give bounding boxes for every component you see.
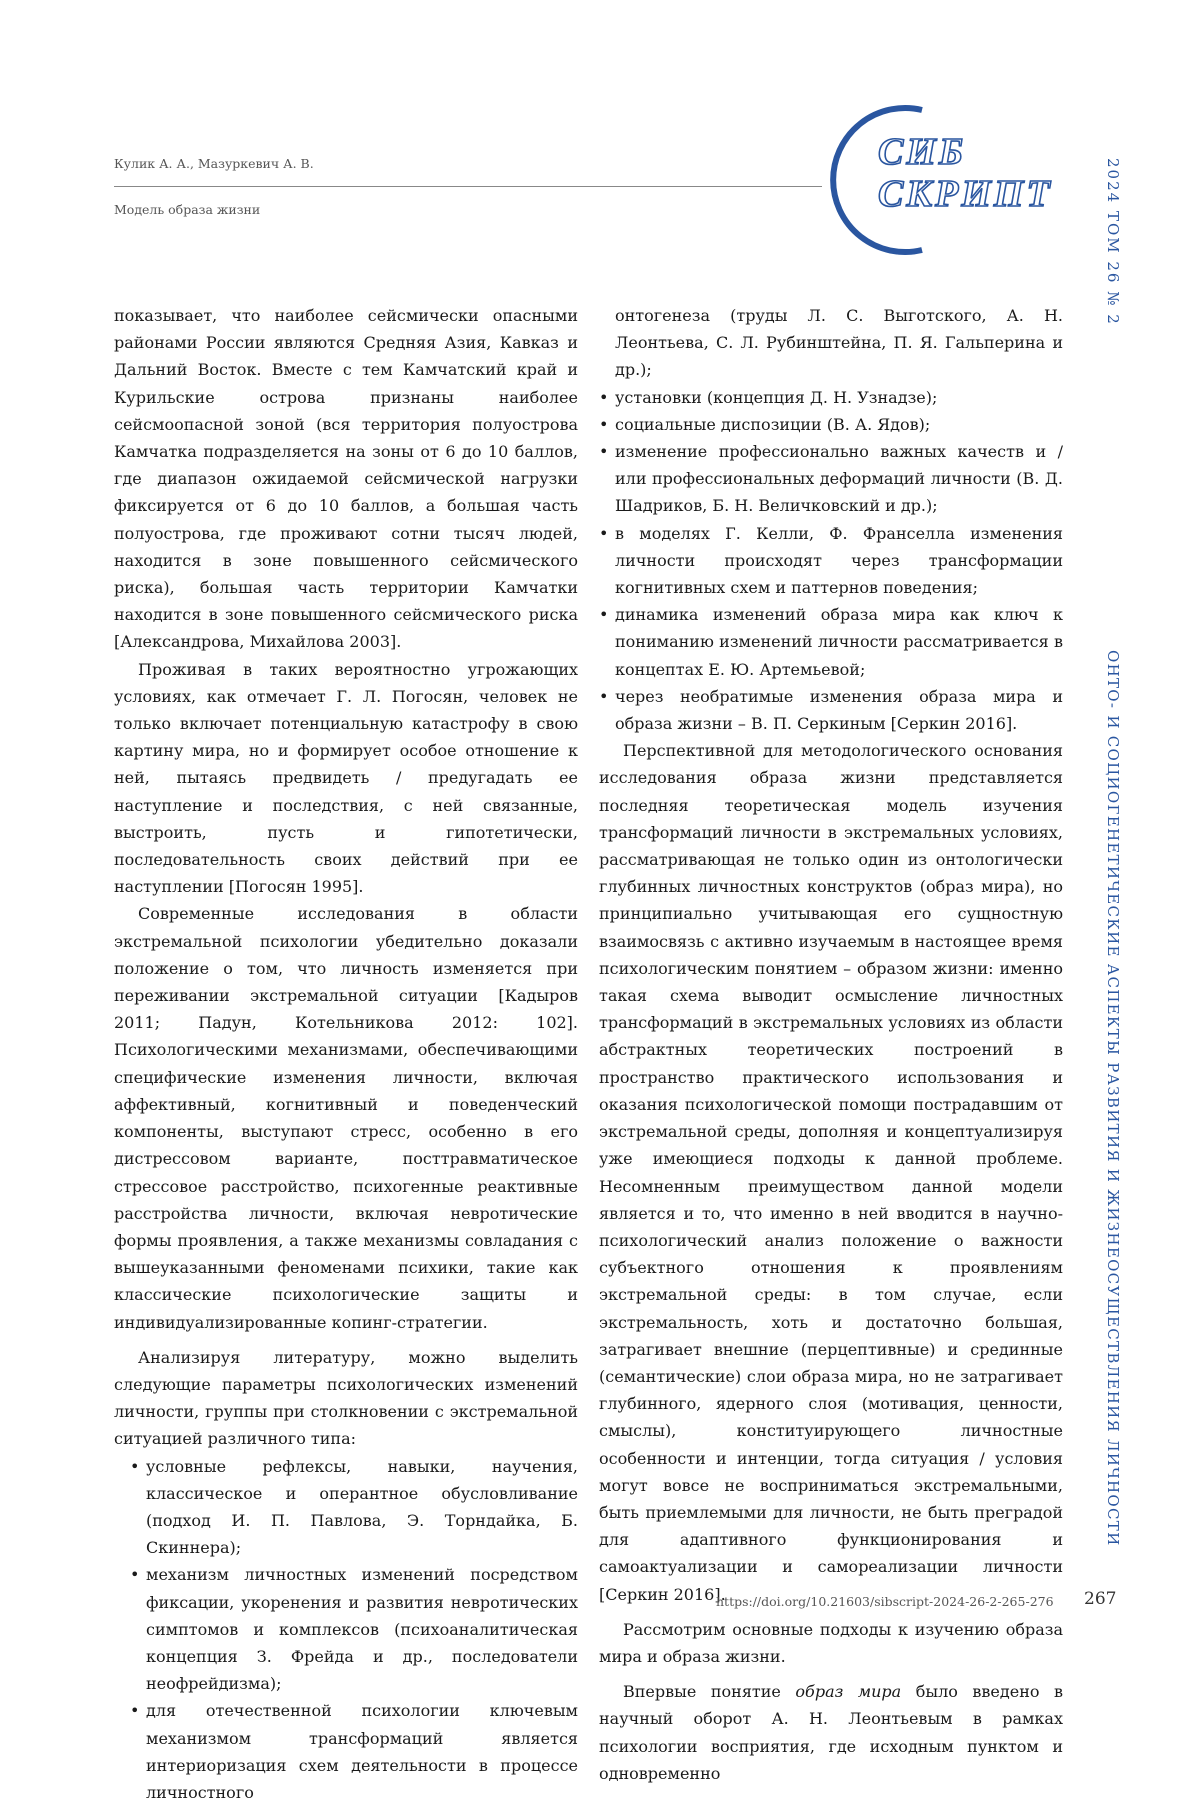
list-item-continuation: онтогенеза (труды Л. С. Выготского, А. Н. Леонтьева, С. Л. Рубинштейна, П. Я. Гальперина и др.);: [615, 306, 1063, 380]
bullet-list: [114, 1453, 578, 1806]
list-item: • изменение профессионально важных качеств и / или профессиональных деформаций личности (В. Д. Шадриков, Б. Н. Величковский и др.);: [599, 438, 1063, 520]
paragraph-text: было введено в научный оборот А. Н. Леонтьевым в рамках психологии восприятия, где исходным пунктом и одновременно: [599, 1682, 1064, 1783]
paragraph-text: Впервые понятие: [623, 1682, 796, 1702]
issue-side-text: 2024 ТОМ 26 № 2: [1104, 158, 1122, 326]
logo-line-1: СИБ: [878, 131, 967, 173]
running-head-authors: Кулик А. А., Мазуркевич А. В.: [114, 156, 314, 171]
list-item: • установки (концепция Д. Н. Узнадзе);: [599, 384, 1063, 411]
logo-line-2: СКРИПТ: [878, 173, 1053, 215]
paragraph: Проживая в таких вероятностно угрожающих условиях, как отмечает Г. Л. Погосян, человек не только включает потенциальную катастрофу в свою картину мира, но и формирует особое отношение к ней, пытаясь предвидеть / предугадать ее наступление и последствия, с ней связанные, выстроить, пусть и гипотетически, последовательность своих действий при ее наступлении [Погосян 1995].: [114, 659, 578, 897]
paragraph: Рассмотрим основные подходы к изучению образа мира и образа жизни.: [599, 1619, 1063, 1666]
header-rule: [114, 186, 822, 187]
list-item: • для отечественной психологии ключевым механизмом трансформаций является интериоризация схем деятельности в процессе личностного: [114, 1697, 578, 1806]
list-item: • механизм личностных изменений посредством фиксации, укоренения и развития невротических симптомов и комплексов (психоаналитическая концепция З. Фрейда и др., последователи неофрейдизма);: [114, 1561, 578, 1697]
paragraph: Перспективной для методологического основания исследования образа жизни представляется последняя теоретическая модель изучения трансформаций личности в экстремальных условиях, рассматривающая не только один из онтологически глубинных личностных конструктов (образ мира), но принципиально учитывающая его сущностную взаимосвязь с активно изучаемым в настоящее время психологическим понятием – образом жизни: именно такая схема выводит осмысление личностных трансформаций в экстремальных условиях из области абстрактных теоретических построений в пространство практического использования и оказания психологической помощи пострадавшим от экстремальной среды, дополняя и концептуализируя уже имеющиеся подходы к данной проблеме. Несомненным преимуществом данной модели является и то, что именно в ней вводится в научно-психологический анализ положение о важности субъектного отношения к проявлениям экстремальной среды: в том случае, если экстремальность, хоть и достаточно большая, затрагивает внешние (перцептивные) и срединные (семантические) слои образа мира, но не затрагивает глубинного, ядерного слоя (мотивация, ценности, смыслы), конституирующего личностные особенности и интенции, тогда ситуация / условия могут вовсе не восприниматься экстремальными, быть приемлемыми для личности, не быть преградой для адаптивного функционирования и самоактуализации и самореализации личности [Серкин 2016].: [599, 741, 1063, 1604]
bullet-list: [599, 384, 1063, 738]
paragraph: Анализируя литературу, можно выделить следующие параметры психологических изменений личности, группы при столкновении с экстремальной ситуацией различного типа:: [114, 1347, 578, 1449]
left-column: [114, 302, 578, 1806]
section-side-label: [1100, 650, 1124, 1560]
right-column: [599, 302, 1063, 1787]
page-number: 267: [1084, 1589, 1117, 1609]
issue-side-label: [1100, 158, 1124, 326]
paragraph: показывает, что наиболее сейсмически опасными районами России являются Средняя Азия, Кавказ и Дальний Восток. Вместе с тем Камчатский край и Курильские острова признаны наиболее сейсмоопасной зоной (вся территория полуострова Камчатка подразделяется на зоны от 6 до 10 баллов, где диапазон ожидаемой сейсмической нагрузки фиксируется от 6 до 10 баллов, а большая часть полуострова, где проживают сотни тысяч людей, находится в зоне повышенного сейсмического риска), большая часть территории Камчатки находится в зоне повышенного сейсмического риска [Александрова, Михайлова 2003].: [114, 306, 578, 652]
section-side-text: ОНТО- И СОЦИОГЕНЕТИЧЕСКИЕ АСПЕКТЫ РАЗВИТИЯ И ЖИЗНЕОСУЩЕСТВЛЕНИЯ ЛИЧНОСТИ: [1104, 650, 1122, 1547]
journal-logo: [830, 100, 1070, 260]
list-item: • условные рефлексы, навыки, научения, классическое и оперантное обусловливание (подход И. П. Павлова, Э. Торндайка, Б. Скиннера);: [114, 1453, 578, 1562]
list-item: • в моделях Г. Келли, Ф. Франселла изменения личности происходят через трансформации когнитивных схем и паттернов поведения;: [599, 520, 1063, 602]
list-item: • социальные диспозиции (В. А. Ядов);: [599, 411, 1063, 438]
paragraph: [599, 1678, 1063, 1787]
list-item: • динамика изменений образа мира как ключ к пониманию изменений личности рассматривается в концептах Е. Ю. Артемьевой;: [599, 601, 1063, 683]
list-item: • через необратимые изменения образа мира и образа жизни – В. П. Серкиным [Серкин 2016].: [599, 683, 1063, 737]
running-head-title: Модель образа жизни: [114, 202, 261, 217]
doi-link[interactable]: https://doi.org/10.21603/sibscript-2024-26-2-265-276: [716, 1594, 1054, 1609]
paragraph: Современные исследования в области экстремальной психологии убедительно доказали положение о том, что личность изменяется при переживании экстремальной ситуации [Кадыров 2011; Падун, Котельникова 2012: 102]. Психологическими механизмами, обеспечивающими специфические изменения личности, включая аффективный, когнитивный и поведенческий компоненты, выступают стресс, особенно в его дистрессовом варианте, посттравматическое стрессовое расстройство, психогенные реактивные расстройства личности, включая невротические формы проявления, а также механизмы совладания с вышеуказанными феноменами психики, такие как классические психологические защиты и индивидуализированные копинг-стратегии.: [114, 904, 578, 1332]
term-emphasis: образ мира: [795, 1682, 902, 1702]
